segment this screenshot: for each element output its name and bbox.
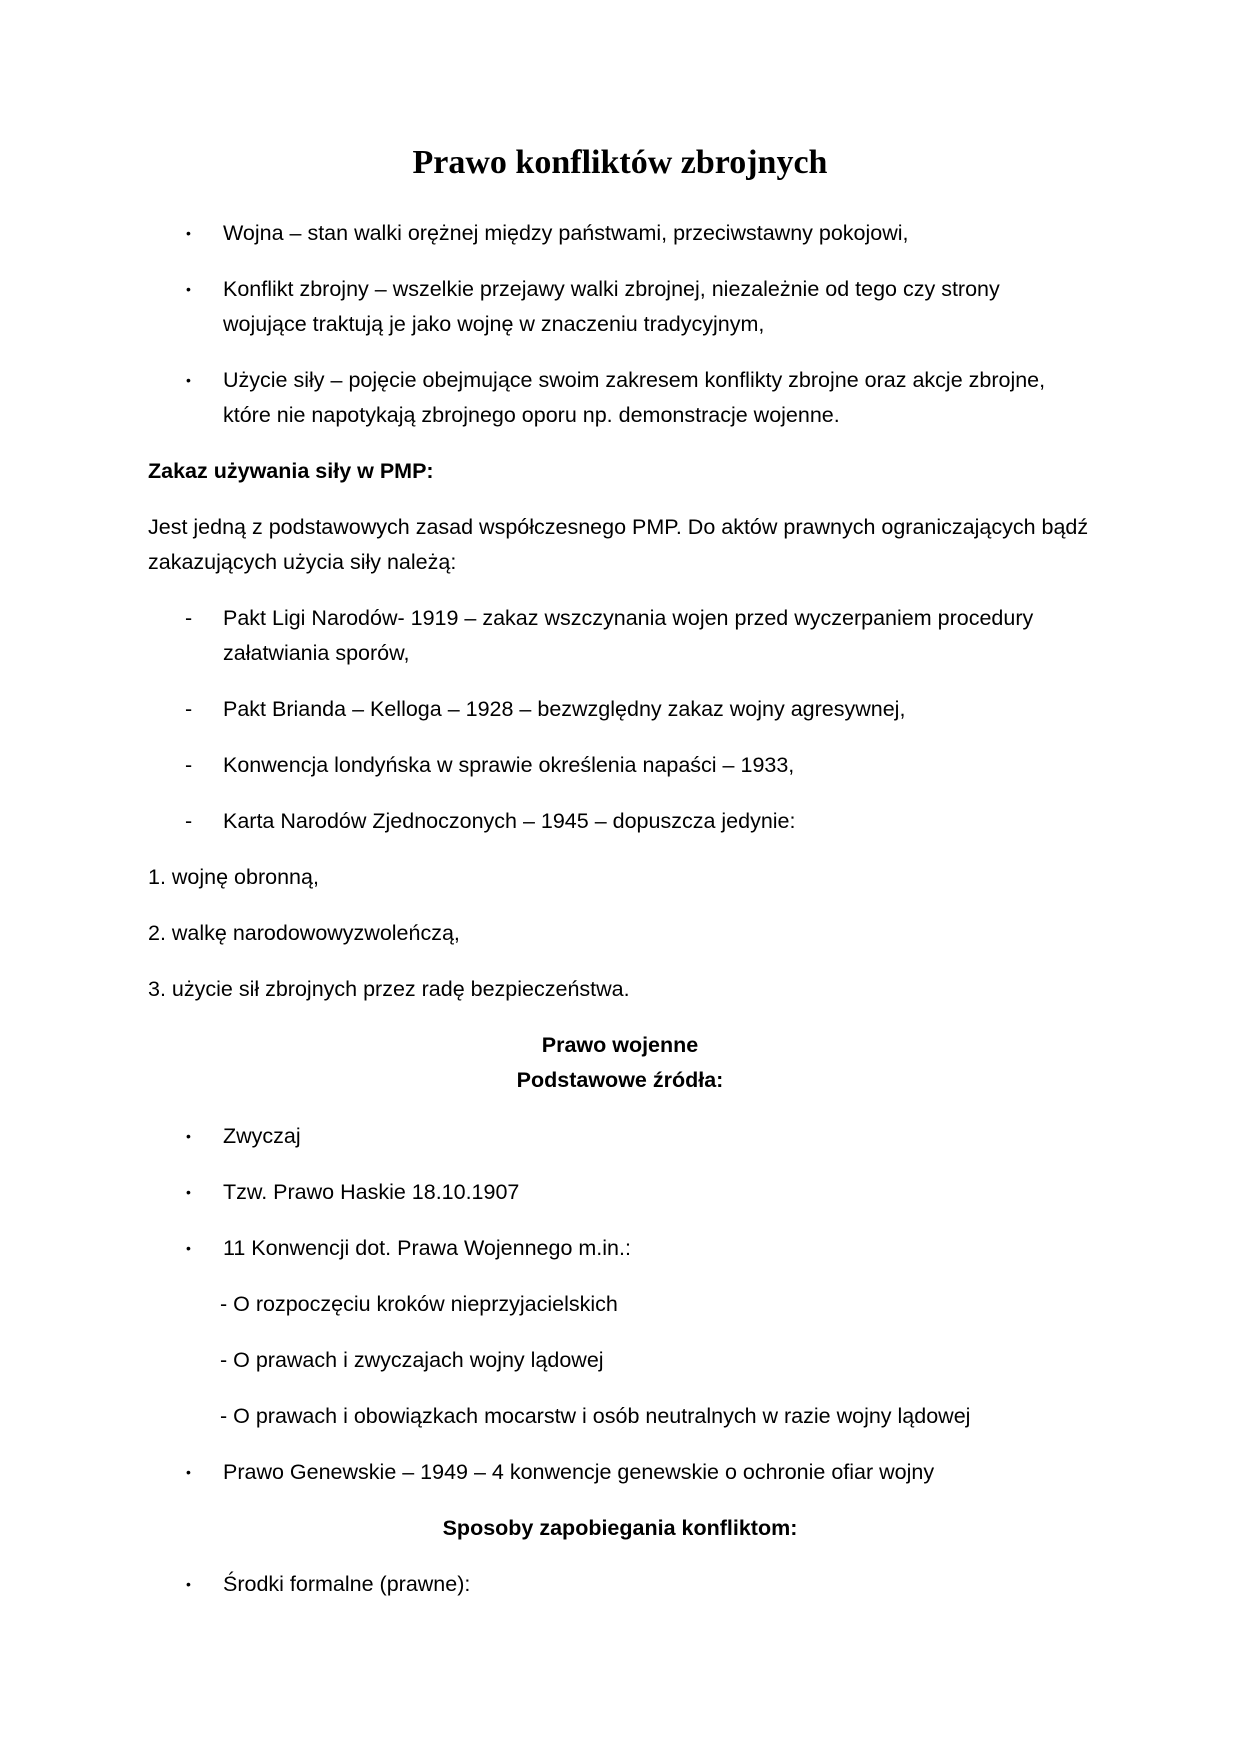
source-item-geneva: Prawo Genewskie – 1949 – 4 konwencje genewskie o ochronie ofiar wojny [223, 1460, 935, 1484]
section-heading-zakaz: Zakaz używania siły w PMP: [148, 459, 434, 483]
numbered-item: 2. walkę narodowowyzwoleńczą, [148, 921, 460, 945]
bullet-icon: • [186, 281, 191, 297]
bullet-icon: • [186, 372, 191, 388]
legal-act-item: Pakt Brianda – Kelloga – 1928 – bezwzględny zakaz wojny agresywnej, [223, 697, 906, 721]
bullet-icon: • [186, 1128, 191, 1144]
legal-act-item: Pakt Ligi Narodów- 1919 – zakaz wszczynania wojen przed wyczerpaniem procedury załatwiania sporów, [223, 606, 1034, 665]
source-item: Zwyczaj [223, 1124, 301, 1148]
dash-marker: - [185, 697, 193, 721]
definition-item: Wojna – stan walki orężnej między państwami, przeciwstawny pokojowi, [223, 221, 909, 245]
convention-item: - O prawach i zwyczajach wojny lądowej [220, 1348, 604, 1372]
source-item: 11 Konwencji dot. Prawa Wojennego m.in.: [223, 1236, 631, 1260]
legal-act-item: Karta Narodów Zjednoczonych – 1945 – dopuszcza jedynie: [223, 809, 796, 833]
dash-marker: - [185, 753, 193, 777]
bullet-icon: • [186, 1576, 191, 1592]
dash-marker: - [185, 809, 193, 833]
page-title: Prawo konfliktów zbrojnych [412, 144, 828, 181]
convention-item: - O prawach i obowiązkach mocarstw i osób neutralnych w razie wojny lądowej [220, 1404, 971, 1428]
definition-item: Konflikt zbrojny – wszelkie przejawy walki zbrojnej, niezależnie od tego czy strony wojujące traktują je jako wojnę w znaczeniu tradycyjnym, [223, 277, 1000, 336]
section-paragraph-zakaz: Jest jedną z podstawowych zasad współczesnego PMP. Do aktów prawnych ograniczających bądź zakazujących użycia siły należą: [148, 515, 1089, 574]
numbered-item: 1. wojnę obronną, [148, 865, 319, 889]
convention-item: - O rozpoczęciu kroków nieprzyjacielskich [220, 1292, 618, 1316]
bullet-icon: • [186, 1184, 191, 1200]
dash-marker: - [185, 606, 193, 630]
bullet-icon: • [186, 1464, 191, 1480]
measure-item: Środki formalne (prawne): [223, 1572, 471, 1596]
definition-item: Użycie siły – pojęcie obejmujące swoim zakresem konflikty zbrojne oraz akcje zbrojne, które nie napotykają zbrojnego oporu np. demonstracje wojenne. [223, 368, 1046, 427]
section-heading-zrodla: Podstawowe źródła: [516, 1068, 724, 1092]
section-heading-prawo-wojenne: Prawo wojenne [541, 1033, 699, 1057]
bullet-icon: • [186, 1240, 191, 1256]
numbered-item: 3. użycie sił zbrojnych przez radę bezpieczeństwa. [148, 977, 630, 1001]
source-item: Tzw. Prawo Haskie 18.10.1907 [223, 1180, 520, 1204]
section-heading-sposoby: Sposoby zapobiegania konfliktom: [442, 1516, 798, 1540]
legal-act-item: Konwencja londyńska w sprawie określenia napaści – 1933, [223, 753, 795, 777]
bullet-icon: • [186, 225, 191, 241]
